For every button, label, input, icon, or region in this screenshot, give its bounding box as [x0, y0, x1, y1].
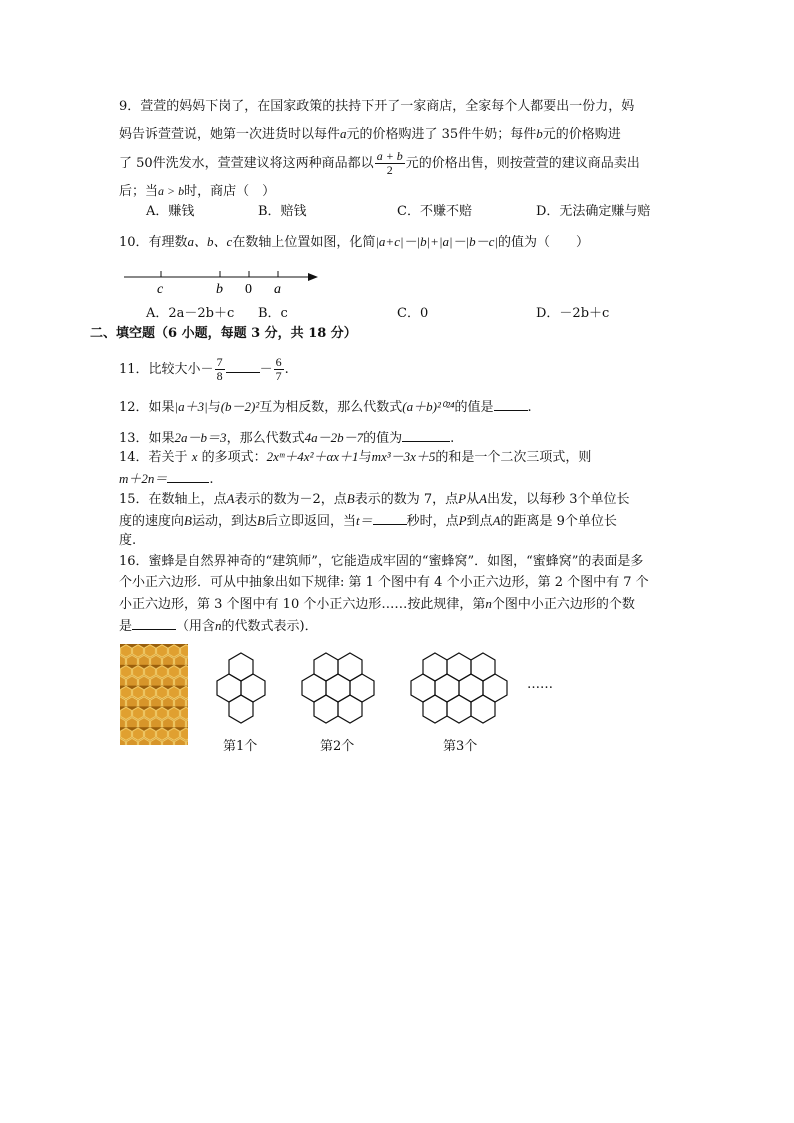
- q9-line4-text-b: 时，商店（ ）: [184, 184, 276, 199]
- q10-option-d[interactable]: D．－2b＋c: [536, 306, 610, 321]
- q15-answer-blank[interactable]: [373, 511, 407, 525]
- q13-line: [119, 428, 454, 448]
- q15-l2-h: P: [458, 513, 467, 528]
- q10-option-b[interactable]: B．c: [258, 306, 288, 321]
- q13-text-c: 的值为: [363, 431, 403, 446]
- q16-l3-a: 小正六边形，第 3 个图中有 10 个小正六边形……按此规律，第: [119, 597, 486, 612]
- q9-option-c[interactable]: C．不赚不赔: [397, 204, 472, 219]
- q9-fraction: [375, 150, 405, 177]
- q11-frac1: [215, 356, 225, 383]
- q9-line2-text-c: 元的价格购进: [542, 127, 621, 142]
- q12-text-a: 12．如果: [119, 400, 175, 415]
- q9-option-a[interactable]: A．赚钱: [146, 204, 195, 219]
- honeycomb-photo: [120, 644, 188, 745]
- q15-l2-d: B: [256, 513, 265, 528]
- axis-label-0: 0: [245, 282, 252, 296]
- q16-l3-var: n: [485, 596, 492, 611]
- q16-line1: 16．蜜蜂是自然界神奇的“建筑师”，它能造成牢固的“蜜蜂窝”．如图，“蜜蜂窝”的表面是多: [119, 554, 644, 569]
- axis-label-a: a: [274, 282, 281, 296]
- q15-l1-c: 表示的数为－2，点: [234, 492, 347, 507]
- q9-line3-text-a: 了 50件洗发水，萱萱建议将这两种商品都以: [119, 156, 374, 171]
- q15-l2-g: 秒时，点: [406, 514, 459, 529]
- q9-var-a: a: [340, 126, 347, 141]
- axis-label-c: c: [157, 282, 164, 296]
- q10-number-line: [118, 264, 328, 296]
- q9-option-d[interactable]: D．无法确定赚与赔: [536, 204, 651, 219]
- q15-l2-k: 的距离是 9个单位长: [500, 514, 617, 529]
- q14-answer-blank[interactable]: [167, 469, 209, 483]
- hexagon-figure-3: [404, 650, 514, 728]
- q15-line1: [119, 490, 629, 509]
- q14-text-a: 14．若关于: [119, 450, 192, 465]
- q12-text-b: 与: [207, 400, 221, 415]
- q15-l2-j: A: [492, 513, 501, 528]
- q13-text-b: ，那么代数式: [226, 431, 305, 446]
- figure-2-caption: 第2个: [320, 739, 355, 754]
- q9-line3-text-b: 元的价格出售，则按萱萱的建议商品卖出: [405, 156, 640, 171]
- q15-l2-b: B: [184, 513, 192, 528]
- q14-poly1: 2xᵐ＋4x²＋αx＋1: [266, 449, 359, 464]
- q9-line2-text-a: 妈告诉萱萱说，她第一次进货时以每件: [119, 127, 341, 142]
- q10-option-a[interactable]: A．2a－2b＋c: [146, 306, 235, 321]
- q16-l4-a: 是: [119, 619, 133, 634]
- q9-line3: [119, 150, 640, 177]
- q11-answer-blank[interactable]: [226, 359, 260, 373]
- figure-3-caption: 第3个: [443, 739, 478, 754]
- pattern-ellipsis: ……: [527, 677, 553, 692]
- q13-condition: 2a－b＝3: [174, 430, 227, 445]
- q14-line1: [119, 448, 591, 467]
- q13-text-a: 13．如果: [119, 431, 175, 446]
- q12-text-d: 的值是: [454, 400, 494, 415]
- q13-end: .: [450, 431, 455, 446]
- q14-expression: m＋2n＝: [119, 471, 168, 486]
- q15-l2-e: 后立即返回，当: [264, 514, 356, 529]
- q15-l2-c: 运动，到达: [191, 514, 257, 529]
- q11-frac1-num: 7: [216, 355, 223, 369]
- q10-line1: [119, 233, 589, 252]
- q9-line4-text-a: 后；当: [119, 184, 159, 199]
- q16-line2: 个小正六边形．可从中抽象出如下规律: 第 1 个图中有 4 个小正六边形，第 2 个图中有 7 个: [119, 575, 649, 590]
- q14-text-b: 的多项式：: [197, 450, 267, 465]
- section-title-fill-in: 二、填空题（6 小题，每题 3 分，共 18 分）: [90, 326, 357, 341]
- q15-line2: [119, 511, 617, 531]
- q12-text-c: 互为相反数，那么代数式: [259, 400, 403, 415]
- q11-end: .: [284, 362, 289, 377]
- q11-frac1-den: 8: [216, 369, 223, 383]
- q12-line: [119, 397, 532, 417]
- q10-vars: a、b、c: [187, 234, 233, 249]
- q14-var: x: [191, 449, 198, 464]
- q10-text-c: 的值为（ ）: [498, 235, 590, 250]
- q16-line4: [119, 616, 318, 636]
- q9-line2-text-b: 元的价格购进了 35件牛奶；每件: [346, 127, 537, 142]
- q16-l4-b: （用含: [176, 619, 216, 634]
- q15-l1-e: 表示的数为 7，点: [354, 492, 459, 507]
- q12-abs: |a＋3|: [174, 399, 208, 414]
- q9-line1: 9．萱萱的妈妈下岗了，在国家政策的扶持下开了一家商店，全家每个人都要出一份力，妈: [119, 99, 635, 114]
- q11-frac2-num: 6: [275, 355, 282, 369]
- q11-line: 11．比较大小－ $\frac{7}{8}$ － $\frac{6}{7}$ .: [119, 355, 289, 383]
- q11-frac2: [274, 356, 284, 383]
- q15-l1-f: P: [458, 491, 467, 506]
- q15-l2-f: t＝: [355, 513, 373, 528]
- hexagon-figure-2: [295, 650, 381, 728]
- q14-text-c: 与: [358, 450, 372, 465]
- q15-l1-b: A: [226, 491, 235, 506]
- q10-text-b: 在数轴上位置如图，化简: [232, 235, 376, 250]
- q11-text: 11．比较大小: [119, 362, 201, 377]
- q15-l1-i: 出发，以每秒 3个单位长: [487, 492, 630, 507]
- q14-end: .: [209, 472, 214, 487]
- q16-l3-b: 个图中小正六边形的个数: [491, 597, 635, 612]
- q9-frac-den: 2: [386, 163, 393, 177]
- q16-l4-c: 的代数式表示)．: [221, 619, 318, 634]
- figure-1-caption: 第1个: [223, 739, 258, 754]
- q16-answer-blank[interactable]: [132, 616, 176, 630]
- q15-l1-d: B: [346, 491, 355, 506]
- q9-line4: [119, 182, 275, 201]
- q9-frac-num: a + b: [376, 149, 403, 163]
- q16-line3: [119, 595, 635, 614]
- q9-line2: [119, 125, 621, 144]
- q13-expression: 4a－2b－7: [304, 430, 364, 445]
- q9-condition: a > b: [158, 184, 185, 198]
- q15-l1-g: 从: [466, 492, 480, 507]
- q9-option-b[interactable]: B．赔钱: [258, 204, 307, 219]
- q10-option-c[interactable]: C．0: [397, 306, 429, 321]
- q14-line2: [119, 469, 214, 489]
- q12-end: .: [527, 400, 532, 415]
- q12-answer-blank[interactable]: [494, 397, 528, 411]
- q15-l2-i: 到点: [466, 514, 493, 529]
- hexagon-figure-1: [210, 650, 272, 728]
- q15-l2-a: 度的速度向: [119, 514, 185, 529]
- q15-line3: 度.: [119, 533, 137, 548]
- q10-text-a: 10．有理数: [119, 235, 188, 250]
- q15-l1-a: 15．在数轴上，点: [119, 492, 227, 507]
- q12-power: (a＋b)²⁰²⁴: [402, 399, 455, 414]
- q16-l4-var: n: [215, 618, 222, 633]
- q11-frac2-den: 7: [275, 369, 282, 383]
- q14-text-d: 的和是一个二次三项式，则: [435, 450, 592, 465]
- q14-poly2: mx³－3x＋5: [371, 449, 436, 464]
- axis-label-b: b: [216, 282, 223, 296]
- q13-answer-blank[interactable]: [402, 428, 450, 442]
- q12-square: (b－2)²: [220, 399, 260, 414]
- q15-l1-h: A: [479, 491, 488, 506]
- q10-expression: |a+c|－|b|+|a|－|b－c|: [375, 234, 499, 249]
- q9-var-b: b: [536, 126, 543, 141]
